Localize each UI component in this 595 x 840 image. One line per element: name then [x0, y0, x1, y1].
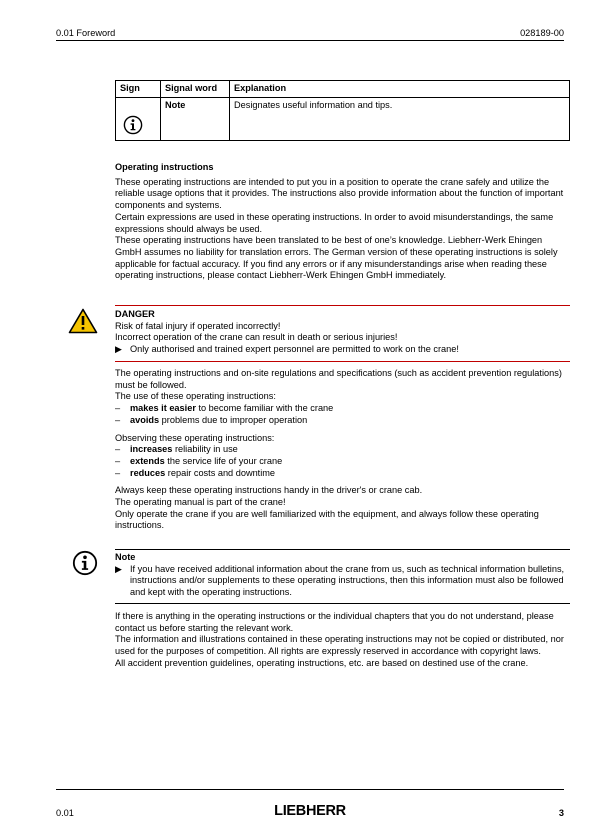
paragraph: These operating instructions are intended to put you in a position to operate the crane safely and utilize the reliable usage options that it provides. The instructions also provide information about the function of important components and systems.	[115, 176, 564, 211]
danger-rule-bottom	[115, 361, 570, 362]
sign-table-header-row	[116, 81, 570, 98]
note-rule-top	[115, 549, 570, 550]
paragraph: These operating instructions have been translated to be best of one’s knowledge. Liebherr-Werk Ehingen GmbH assumes no liability for translation errors. The German version of these operating instructions is solely applicable for factual accuracy. If you find any errors or if any misunderstandings arise when reading these operating instructions, please contact Liebherr-Werk Ehingen GmbH immediately.	[115, 235, 558, 281]
closing-section	[115, 611, 570, 670]
sign-table-header: Explanation	[230, 81, 570, 98]
list-item	[115, 403, 570, 415]
dash-mark: –	[115, 455, 121, 466]
danger-bullet	[115, 344, 570, 356]
bullet-arrow-icon: ▶	[115, 344, 123, 355]
header-doc-number: 028189-00	[520, 28, 564, 38]
info-circle-icon	[123, 115, 143, 135]
warning-triangle-icon	[68, 308, 98, 334]
paragraph: Certain expressions are used in these operating instructions. In order to avoid misunderstandings, the same expressions should always be used.	[115, 211, 554, 234]
section-heading: Operating instructions	[115, 162, 214, 172]
dash-mark: –	[115, 467, 121, 478]
sign-table-row	[116, 97, 570, 140]
paragraph: Always keep these operating instructions handy in the driver's or crane cab.	[115, 485, 423, 496]
danger-bullet-text: Only authorised and trained expert personnel are permitted to work on the crane!	[130, 344, 459, 355]
list-item-text: repair costs and downtime	[165, 467, 276, 478]
note-rule-bottom	[115, 603, 570, 604]
sign-table-header: Sign	[116, 81, 161, 98]
header-section-title: 0.01 Foreword	[56, 28, 116, 38]
sign-table-header: Signal word	[161, 81, 230, 98]
list-item	[115, 444, 570, 456]
note-notice	[115, 552, 570, 599]
info-circle-icon	[72, 550, 98, 576]
liebherr-logo	[264, 802, 356, 818]
use-section	[115, 368, 570, 532]
paragraph: If there is anything in the operating instructions or the individual chapters that you do not understand, please contact us before starting the relevant work.	[115, 611, 554, 633]
paragraph: Observing these operating instructions:	[115, 432, 275, 443]
sign-cell	[116, 97, 161, 140]
note-bullet-text: If you have received additional information about the crane from us, such as technical information bulletins, instructions and/or supplements to these operating instructions, then this information must also be followed and kept with the operating instructions.	[130, 563, 565, 598]
paragraph: The operating manual is part of the crane!	[115, 497, 286, 508]
list-item	[115, 468, 570, 480]
danger-title: DANGER	[115, 309, 155, 319]
list-item-text: problems due to improper operation	[159, 414, 308, 425]
svg-text:LIEBHERR: LIEBHERR	[274, 803, 346, 818]
list-item-bold: extends	[130, 455, 165, 466]
list-item-text: reliability in use	[172, 444, 238, 455]
list-item-text: to become familiar with the crane	[195, 403, 334, 414]
explanation-cell: Designates useful information and tips.	[230, 97, 570, 140]
danger-line: Risk of fatal injury if operated incorrectly!	[115, 320, 281, 331]
note-title: Note	[115, 552, 136, 562]
header-rule	[56, 40, 564, 41]
footer-section-number: 0.01	[56, 808, 74, 818]
danger-notice	[115, 309, 570, 356]
paragraph: The operating instructions and on-site regulations and specifications (such as accident prevention regulations) must be followed.	[115, 368, 562, 390]
note-bullet	[115, 564, 570, 599]
list-item-bold: reduces	[130, 467, 166, 478]
list-item-bold: makes it easier	[130, 403, 196, 414]
list-item-text: the service life of your crane	[164, 455, 283, 466]
page-number: 3	[558, 808, 564, 818]
dash-mark: –	[115, 444, 121, 455]
dash-mark: –	[115, 414, 121, 425]
dash-mark: –	[115, 403, 121, 414]
operating-instructions-section	[115, 162, 570, 282]
danger-rule-top	[115, 305, 570, 306]
list-item	[115, 456, 570, 468]
list-item-bold: increases	[130, 444, 173, 455]
paragraph: The information and illustrations contained in these operating instructions may not be copied or distributed, nor used for the purposes of competition. All rights are expressly reserved in accordance with copyright laws.	[115, 634, 564, 657]
paragraph: The use of these operating instructions:	[115, 391, 276, 402]
sign-table	[115, 80, 570, 141]
danger-line: Incorrect operation of the crane can result in death or serious injuries!	[115, 332, 398, 343]
footer-rule	[56, 789, 564, 790]
list-item	[115, 415, 570, 427]
paragraph: Only operate the crane if you are well familiarized with the equipment, and always follow these operating instructions.	[115, 508, 539, 531]
paragraph: All accident prevention guidelines, operating instructions, etc. are based on destined use of the crane.	[115, 657, 529, 668]
bullet-arrow-icon: ▶	[115, 563, 123, 574]
list-item-bold: avoids	[130, 414, 160, 425]
signal-word-cell: Note	[161, 97, 230, 140]
